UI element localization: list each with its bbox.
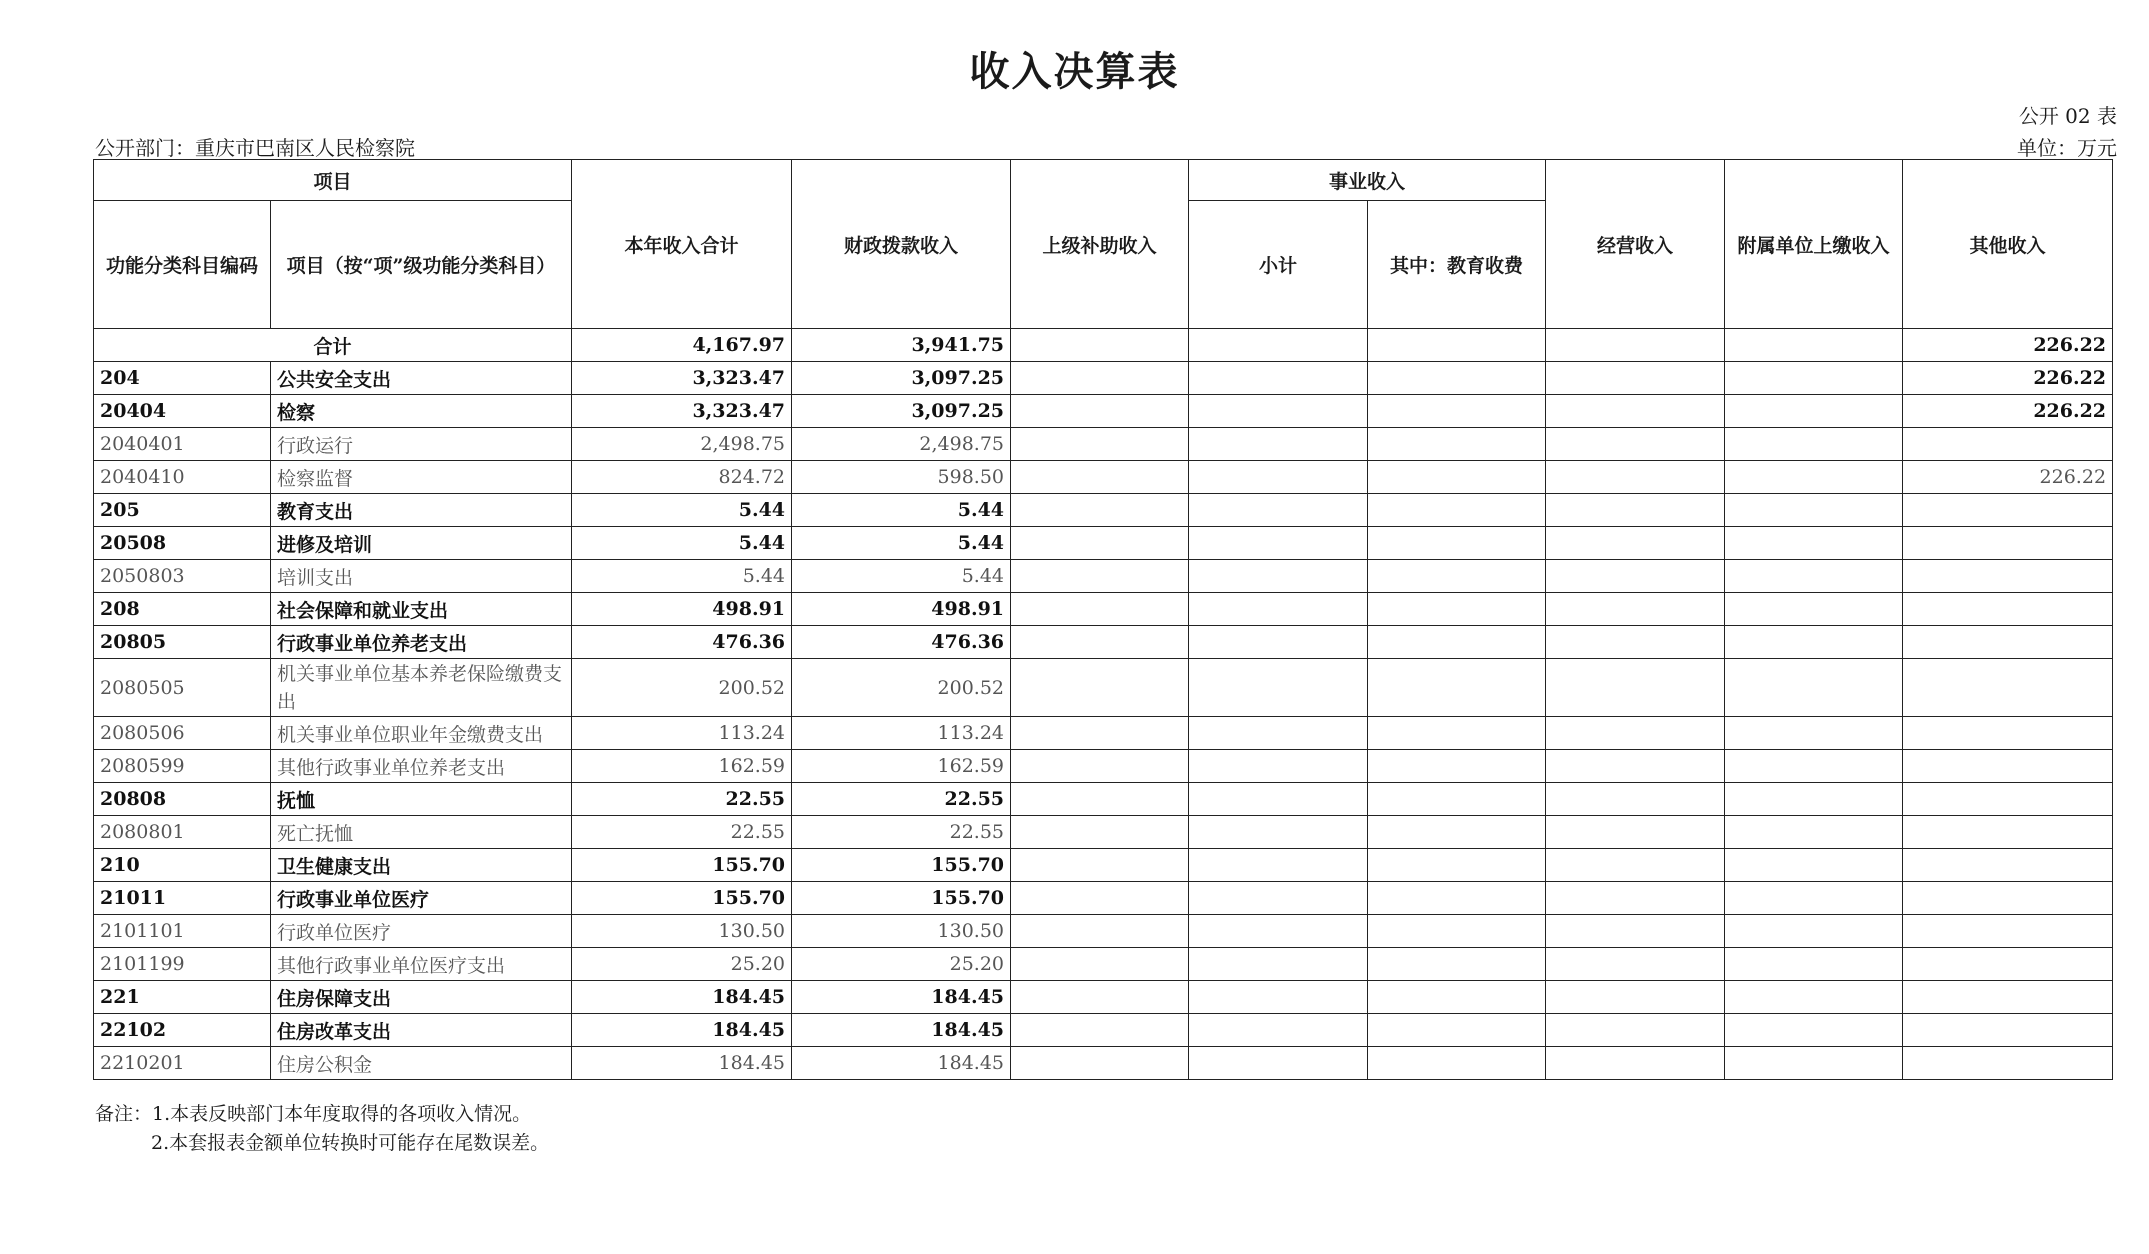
row-subtotal bbox=[1189, 882, 1368, 915]
row-education bbox=[1368, 527, 1546, 560]
table-row bbox=[94, 428, 2113, 461]
row-superior bbox=[1011, 882, 1189, 915]
unit-label: 单位：万元 bbox=[2017, 136, 2117, 160]
row-education bbox=[1368, 494, 1546, 527]
row-affiliated bbox=[1725, 428, 1903, 461]
row-code: 20508 bbox=[94, 527, 271, 560]
row-other bbox=[1903, 849, 2113, 882]
row-subtotal bbox=[1189, 428, 1368, 461]
row-subtotal bbox=[1189, 560, 1368, 593]
row-other bbox=[1903, 1047, 2113, 1080]
row-superior bbox=[1011, 948, 1189, 981]
row-other bbox=[1903, 659, 2113, 717]
row-affiliated bbox=[1725, 1047, 1903, 1080]
row-fiscal: 155.70 bbox=[792, 849, 1011, 882]
row-fiscal: 3,097.25 bbox=[792, 362, 1011, 395]
row-education bbox=[1368, 428, 1546, 461]
row-operating bbox=[1546, 750, 1725, 783]
row-fiscal: 498.91 bbox=[792, 593, 1011, 626]
row-operating bbox=[1546, 494, 1725, 527]
row-education bbox=[1368, 849, 1546, 882]
notes bbox=[95, 1100, 549, 1158]
row-subtotal bbox=[1189, 362, 1368, 395]
row-fiscal: 598.50 bbox=[792, 461, 1011, 494]
row-operating bbox=[1546, 783, 1725, 816]
row-name: 机关事业单位职业年金缴费支出 bbox=[271, 717, 572, 750]
row-name: 行政事业单位医疗 bbox=[271, 882, 572, 915]
row-other: 226.22 bbox=[1903, 395, 2113, 428]
row-superior bbox=[1011, 849, 1189, 882]
row-fiscal: 184.45 bbox=[792, 981, 1011, 1014]
row-total: 22.55 bbox=[572, 816, 792, 849]
row-operating bbox=[1546, 428, 1725, 461]
row-code: 210 bbox=[94, 849, 271, 882]
row-code: 2101199 bbox=[94, 948, 271, 981]
row-total: 200.52 bbox=[572, 659, 792, 717]
total-other: 226.22 bbox=[1903, 329, 2113, 362]
total-total: 4,167.97 bbox=[572, 329, 792, 362]
row-superior bbox=[1011, 461, 1189, 494]
row-affiliated bbox=[1725, 560, 1903, 593]
row-operating bbox=[1546, 948, 1725, 981]
row-education bbox=[1368, 882, 1546, 915]
note-2: 2.本套报表金额单位转换时可能存在尾数误差。 bbox=[151, 1132, 550, 1154]
row-subtotal bbox=[1189, 494, 1368, 527]
row-affiliated bbox=[1725, 882, 1903, 915]
table-row bbox=[94, 593, 2113, 626]
table-row bbox=[94, 527, 2113, 560]
row-affiliated bbox=[1725, 362, 1903, 395]
row-total: 130.50 bbox=[572, 915, 792, 948]
row-subtotal bbox=[1189, 1014, 1368, 1047]
row-subtotal bbox=[1189, 948, 1368, 981]
row-affiliated bbox=[1725, 750, 1903, 783]
row-fiscal: 162.59 bbox=[792, 750, 1011, 783]
row-subtotal bbox=[1189, 849, 1368, 882]
row-subtotal bbox=[1189, 981, 1368, 1014]
row-name: 公共安全支出 bbox=[271, 362, 572, 395]
table-row bbox=[94, 915, 2113, 948]
row-name: 死亡抚恤 bbox=[271, 816, 572, 849]
row-other bbox=[1903, 948, 2113, 981]
row-subtotal bbox=[1189, 527, 1368, 560]
row-code: 2040401 bbox=[94, 428, 271, 461]
row-code: 22102 bbox=[94, 1014, 271, 1047]
row-name: 培训支出 bbox=[271, 560, 572, 593]
row-total: 155.70 bbox=[572, 849, 792, 882]
row-operating bbox=[1546, 1014, 1725, 1047]
row-superior bbox=[1011, 428, 1189, 461]
row-subtotal bbox=[1189, 395, 1368, 428]
row-fiscal: 155.70 bbox=[792, 882, 1011, 915]
row-total: 113.24 bbox=[572, 717, 792, 750]
row-superior bbox=[1011, 1014, 1189, 1047]
row-operating bbox=[1546, 593, 1725, 626]
row-name: 其他行政事业单位养老支出 bbox=[271, 750, 572, 783]
table-row bbox=[94, 849, 2113, 882]
table-row bbox=[94, 882, 2113, 915]
row-education bbox=[1368, 593, 1546, 626]
row-fiscal: 3,097.25 bbox=[792, 395, 1011, 428]
row-subtotal bbox=[1189, 593, 1368, 626]
form-number: 公开 02 表 bbox=[2018, 104, 2117, 128]
row-affiliated bbox=[1725, 593, 1903, 626]
row-name: 社会保障和就业支出 bbox=[271, 593, 572, 626]
income-table bbox=[93, 159, 2113, 1080]
row-other bbox=[1903, 593, 2113, 626]
header-education: 其中：教育收费 bbox=[1368, 201, 1546, 329]
row-fiscal: 184.45 bbox=[792, 1047, 1011, 1080]
table-row bbox=[94, 560, 2113, 593]
row-fiscal: 476.36 bbox=[792, 626, 1011, 659]
row-code: 2080801 bbox=[94, 816, 271, 849]
row-operating bbox=[1546, 527, 1725, 560]
row-education bbox=[1368, 659, 1546, 717]
row-affiliated bbox=[1725, 659, 1903, 717]
row-name: 检察监督 bbox=[271, 461, 572, 494]
row-fiscal: 5.44 bbox=[792, 494, 1011, 527]
row-fiscal: 130.50 bbox=[792, 915, 1011, 948]
row-education bbox=[1368, 783, 1546, 816]
row-subtotal bbox=[1189, 783, 1368, 816]
header-business: 事业收入 bbox=[1189, 160, 1546, 201]
row-code: 2050803 bbox=[94, 560, 271, 593]
row-other bbox=[1903, 527, 2113, 560]
table-row bbox=[94, 816, 2113, 849]
row-education bbox=[1368, 362, 1546, 395]
total-row bbox=[94, 329, 2113, 362]
table-row bbox=[94, 1047, 2113, 1080]
header-project: 项目 bbox=[94, 160, 572, 201]
row-subtotal bbox=[1189, 659, 1368, 717]
table-row bbox=[94, 783, 2113, 816]
row-education bbox=[1368, 395, 1546, 428]
row-total: 5.44 bbox=[572, 494, 792, 527]
row-affiliated bbox=[1725, 816, 1903, 849]
row-affiliated bbox=[1725, 948, 1903, 981]
row-other bbox=[1903, 981, 2113, 1014]
row-subtotal bbox=[1189, 915, 1368, 948]
row-affiliated bbox=[1725, 395, 1903, 428]
header-subtotal: 小计 bbox=[1189, 201, 1368, 329]
row-name: 行政运行 bbox=[271, 428, 572, 461]
row-total: 25.20 bbox=[572, 948, 792, 981]
row-superior bbox=[1011, 626, 1189, 659]
table-row bbox=[94, 362, 2113, 395]
row-fiscal: 5.44 bbox=[792, 527, 1011, 560]
table-row bbox=[94, 750, 2113, 783]
row-operating bbox=[1546, 1047, 1725, 1080]
row-other bbox=[1903, 1014, 2113, 1047]
row-fiscal: 200.52 bbox=[792, 659, 1011, 717]
total-superior bbox=[1011, 329, 1189, 362]
table-row bbox=[94, 461, 2113, 494]
header-total: 本年收入合计 bbox=[572, 160, 792, 329]
row-fiscal: 2,498.75 bbox=[792, 428, 1011, 461]
row-other: 226.22 bbox=[1903, 362, 2113, 395]
row-fiscal: 113.24 bbox=[792, 717, 1011, 750]
row-subtotal bbox=[1189, 626, 1368, 659]
row-code: 208 bbox=[94, 593, 271, 626]
row-code: 2040410 bbox=[94, 461, 271, 494]
header-func-code: 功能分类科目编码 bbox=[94, 201, 271, 329]
row-education bbox=[1368, 816, 1546, 849]
row-other bbox=[1903, 626, 2113, 659]
row-code: 20808 bbox=[94, 783, 271, 816]
row-education bbox=[1368, 717, 1546, 750]
row-affiliated bbox=[1725, 461, 1903, 494]
row-affiliated bbox=[1725, 527, 1903, 560]
row-total: 155.70 bbox=[572, 882, 792, 915]
row-superior bbox=[1011, 783, 1189, 816]
row-other bbox=[1903, 494, 2113, 527]
header-other: 其他收入 bbox=[1903, 160, 2113, 329]
row-total: 498.91 bbox=[572, 593, 792, 626]
row-fiscal: 22.55 bbox=[792, 816, 1011, 849]
row-education bbox=[1368, 1014, 1546, 1047]
row-operating bbox=[1546, 717, 1725, 750]
table-row bbox=[94, 659, 2113, 717]
row-name: 进修及培训 bbox=[271, 527, 572, 560]
row-other bbox=[1903, 783, 2113, 816]
note-1: 备注：1.本表反映部门本年度取得的各项收入情况。 bbox=[95, 1103, 532, 1125]
row-superior bbox=[1011, 593, 1189, 626]
table-row bbox=[94, 1014, 2113, 1047]
row-code: 204 bbox=[94, 362, 271, 395]
row-code: 221 bbox=[94, 981, 271, 1014]
row-operating bbox=[1546, 659, 1725, 717]
row-code: 2210201 bbox=[94, 1047, 271, 1080]
row-education bbox=[1368, 626, 1546, 659]
row-total: 476.36 bbox=[572, 626, 792, 659]
row-operating bbox=[1546, 816, 1725, 849]
row-superior bbox=[1011, 659, 1189, 717]
row-total: 184.45 bbox=[572, 1014, 792, 1047]
total-label: 合计 bbox=[94, 329, 572, 362]
row-superior bbox=[1011, 560, 1189, 593]
row-code: 20805 bbox=[94, 626, 271, 659]
row-other bbox=[1903, 428, 2113, 461]
total-affiliated bbox=[1725, 329, 1903, 362]
table-row bbox=[94, 494, 2113, 527]
row-superior bbox=[1011, 816, 1189, 849]
total-subtotal bbox=[1189, 329, 1368, 362]
total-education bbox=[1368, 329, 1546, 362]
total-fiscal: 3,941.75 bbox=[792, 329, 1011, 362]
row-superior bbox=[1011, 1047, 1189, 1080]
row-operating bbox=[1546, 395, 1725, 428]
row-name: 住房保障支出 bbox=[271, 981, 572, 1014]
row-name: 卫生健康支出 bbox=[271, 849, 572, 882]
row-superior bbox=[1011, 717, 1189, 750]
row-total: 162.59 bbox=[572, 750, 792, 783]
row-subtotal bbox=[1189, 461, 1368, 494]
row-code: 2080505 bbox=[94, 659, 271, 717]
row-other: 226.22 bbox=[1903, 461, 2113, 494]
total-operating bbox=[1546, 329, 1725, 362]
header-superior: 上级补助收入 bbox=[1011, 160, 1189, 329]
row-other bbox=[1903, 717, 2113, 750]
row-name: 机关事业单位基本养老保险缴费支出 bbox=[271, 659, 572, 717]
row-superior bbox=[1011, 527, 1189, 560]
row-affiliated bbox=[1725, 783, 1903, 816]
row-operating bbox=[1546, 461, 1725, 494]
row-education bbox=[1368, 981, 1546, 1014]
row-operating bbox=[1546, 560, 1725, 593]
row-code: 21011 bbox=[94, 882, 271, 915]
row-operating bbox=[1546, 362, 1725, 395]
table-row bbox=[94, 395, 2113, 428]
row-fiscal: 25.20 bbox=[792, 948, 1011, 981]
row-superior bbox=[1011, 981, 1189, 1014]
row-fiscal: 184.45 bbox=[792, 1014, 1011, 1047]
row-operating bbox=[1546, 849, 1725, 882]
row-education bbox=[1368, 1047, 1546, 1080]
table-row bbox=[94, 717, 2113, 750]
department-label: 公开部门：重庆市巴南区人民检察院 bbox=[95, 136, 415, 160]
row-fiscal: 5.44 bbox=[792, 560, 1011, 593]
row-operating bbox=[1546, 915, 1725, 948]
row-total: 824.72 bbox=[572, 461, 792, 494]
row-education bbox=[1368, 560, 1546, 593]
row-other bbox=[1903, 882, 2113, 915]
row-total: 22.55 bbox=[572, 783, 792, 816]
row-subtotal bbox=[1189, 717, 1368, 750]
row-operating bbox=[1546, 882, 1725, 915]
table-row bbox=[94, 626, 2113, 659]
row-code: 20404 bbox=[94, 395, 271, 428]
row-education bbox=[1368, 461, 1546, 494]
header-affiliated: 附属单位上缴收入 bbox=[1725, 160, 1903, 329]
row-total: 5.44 bbox=[572, 560, 792, 593]
row-education bbox=[1368, 750, 1546, 783]
row-other bbox=[1903, 750, 2113, 783]
row-operating bbox=[1546, 626, 1725, 659]
row-other bbox=[1903, 915, 2113, 948]
row-fiscal: 22.55 bbox=[792, 783, 1011, 816]
row-affiliated bbox=[1725, 915, 1903, 948]
row-affiliated bbox=[1725, 849, 1903, 882]
row-superior bbox=[1011, 915, 1189, 948]
row-name: 检察 bbox=[271, 395, 572, 428]
row-name: 住房改革支出 bbox=[271, 1014, 572, 1047]
row-code: 2080599 bbox=[94, 750, 271, 783]
table-row bbox=[94, 948, 2113, 981]
row-operating bbox=[1546, 981, 1725, 1014]
row-total: 184.45 bbox=[572, 981, 792, 1014]
header-operating: 经营收入 bbox=[1546, 160, 1725, 329]
header-fiscal: 财政拨款收入 bbox=[792, 160, 1011, 329]
row-affiliated bbox=[1725, 494, 1903, 527]
row-name: 行政事业单位养老支出 bbox=[271, 626, 572, 659]
row-superior bbox=[1011, 494, 1189, 527]
row-education bbox=[1368, 915, 1546, 948]
row-code: 2101101 bbox=[94, 915, 271, 948]
row-code: 205 bbox=[94, 494, 271, 527]
row-superior bbox=[1011, 395, 1189, 428]
row-superior bbox=[1011, 750, 1189, 783]
row-superior bbox=[1011, 362, 1189, 395]
row-code: 2080506 bbox=[94, 717, 271, 750]
row-name: 抚恤 bbox=[271, 783, 572, 816]
row-total: 184.45 bbox=[572, 1047, 792, 1080]
row-name: 住房公积金 bbox=[271, 1047, 572, 1080]
row-affiliated bbox=[1725, 626, 1903, 659]
row-total: 3,323.47 bbox=[572, 362, 792, 395]
row-subtotal bbox=[1189, 1047, 1368, 1080]
row-name: 教育支出 bbox=[271, 494, 572, 527]
row-subtotal bbox=[1189, 750, 1368, 783]
row-name: 其他行政事业单位医疗支出 bbox=[271, 948, 572, 981]
page-title: 收入决算表 bbox=[969, 48, 1180, 95]
row-total: 5.44 bbox=[572, 527, 792, 560]
row-affiliated bbox=[1725, 717, 1903, 750]
row-other bbox=[1903, 560, 2113, 593]
row-education bbox=[1368, 948, 1546, 981]
row-other bbox=[1903, 816, 2113, 849]
table-row bbox=[94, 981, 2113, 1014]
row-total: 2,498.75 bbox=[572, 428, 792, 461]
row-affiliated bbox=[1725, 1014, 1903, 1047]
row-name: 行政单位医疗 bbox=[271, 915, 572, 948]
row-total: 3,323.47 bbox=[572, 395, 792, 428]
header-func-name: 项目（按“项”级功能分类科目） bbox=[271, 201, 572, 329]
row-affiliated bbox=[1725, 981, 1903, 1014]
row-subtotal bbox=[1189, 816, 1368, 849]
